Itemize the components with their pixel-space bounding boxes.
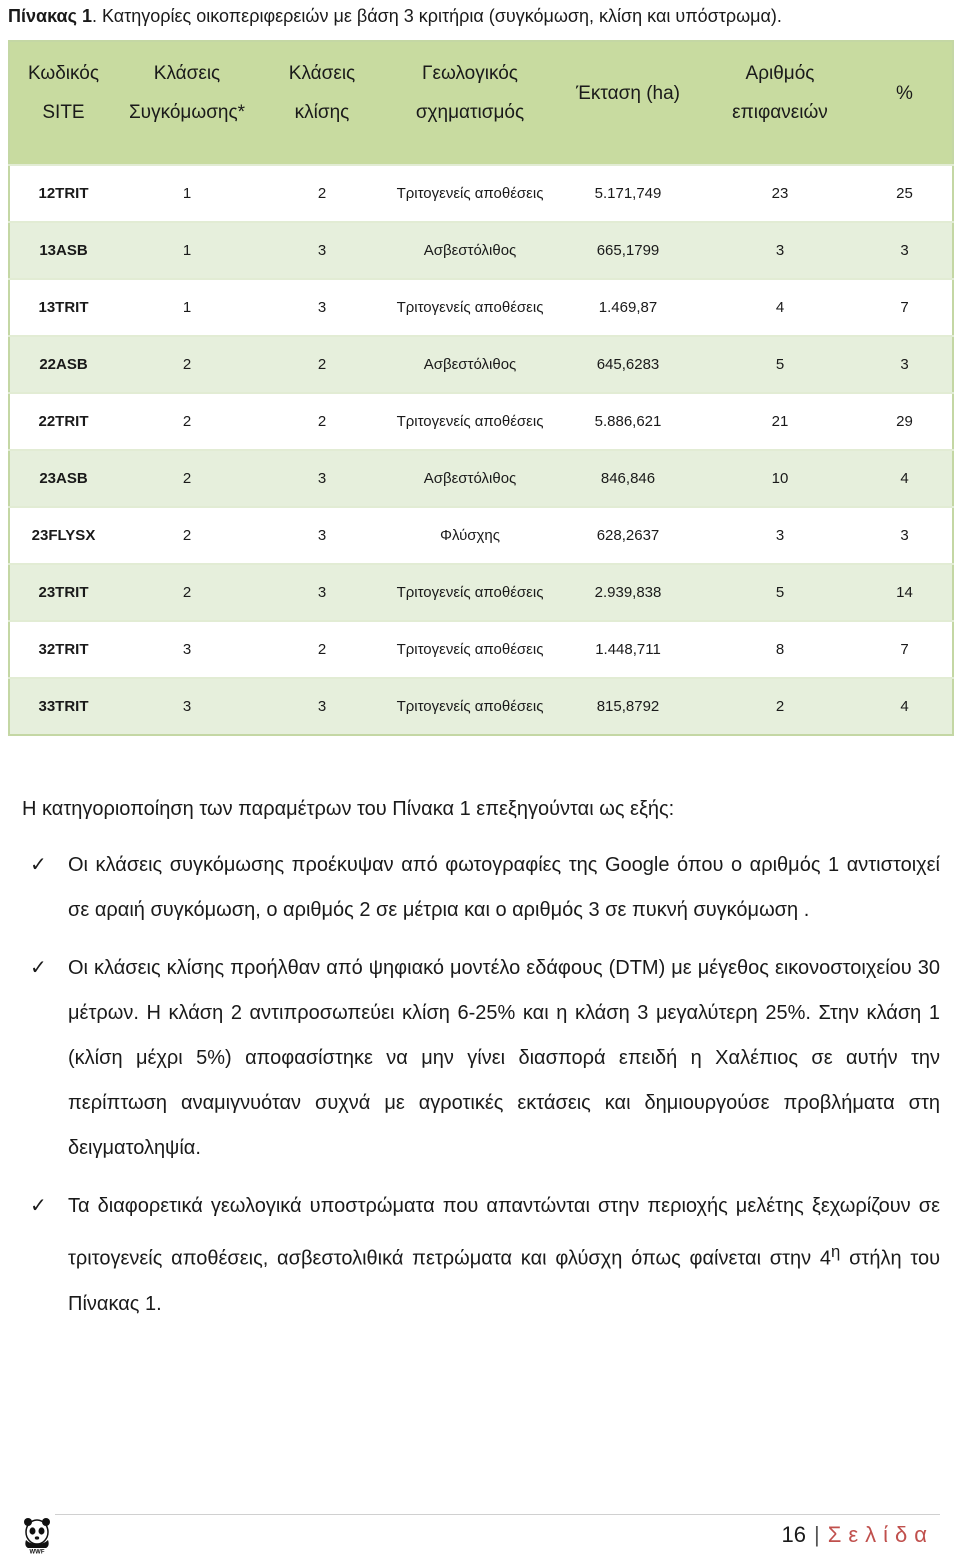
cell-slope-class: 3: [257, 564, 387, 621]
bullet-canopy: [30, 843, 940, 933]
cell-area: 645,6283: [553, 336, 703, 393]
cell-surface-count: 21: [703, 393, 857, 450]
page-label: Σελίδα: [827, 1522, 934, 1547]
cell-canopy-class: 3: [117, 678, 257, 735]
table-row: [9, 165, 953, 222]
cell-geology: Τριτογενείς αποθέσεις: [387, 165, 553, 222]
cell-surface-count: 5: [703, 564, 857, 621]
cell-geology: Τριτογενείς αποθέσεις: [387, 279, 553, 336]
cell-area: 628,2637: [553, 507, 703, 564]
table-row: [9, 222, 953, 279]
cell-percent: 25: [857, 165, 953, 222]
cell-area: 1.469,87: [553, 279, 703, 336]
footer-divider: [55, 1514, 940, 1515]
cell-surface-count: 3: [703, 507, 857, 564]
bullet-geology: [30, 1184, 940, 1327]
cell-slope-class: 3: [257, 507, 387, 564]
cell-slope-class: 2: [257, 621, 387, 678]
checkmark-icon: ✓: [30, 854, 47, 876]
cell-slope-class: 3: [257, 279, 387, 336]
cell-slope-class: 2: [257, 165, 387, 222]
cell-area: 2.939,838: [553, 564, 703, 621]
cell-canopy-class: 2: [117, 393, 257, 450]
cell-slope-class: 2: [257, 336, 387, 393]
table-header-row: [9, 41, 953, 144]
sites-table: [8, 40, 954, 736]
header-slope-class: Κλάσεις κλίσης: [257, 41, 387, 144]
table-row: [9, 621, 953, 678]
cell-canopy-class: 3: [117, 621, 257, 678]
cell-slope-class: 2: [257, 393, 387, 450]
cell-geology: Ασβεστόλιθος: [387, 222, 553, 279]
cell-area: 5.886,621: [553, 393, 703, 450]
page-separator: |: [814, 1522, 820, 1547]
cell-geology: Τριτογενείς αποθέσεις: [387, 678, 553, 735]
cell-geology: Ασβεστόλιθος: [387, 450, 553, 507]
header-geology: Γεωλογικός σχηματισμός: [387, 41, 553, 144]
cell-canopy-class: 2: [117, 336, 257, 393]
bullet-text: Τα διαφορετικά γεωλογικά υποστρώματα που απαντώνται στην περιοχής μελέτης ξεχωρίζουν σε τριτογενείς αποθέσεις, ασβεστολιθικά πετρώματα και φλύσχη όπως φαίνεται στην 4: [68, 1195, 940, 1270]
cell-slope-class: 3: [257, 222, 387, 279]
intro-paragraph: Η κατηγοριοποίηση των παραμέτρων του Πίνακα 1 επεξηγούνται ως εξής:: [22, 798, 675, 820]
header-surface-count: Αριθμός επιφανειών: [703, 41, 857, 144]
cell-site-code: 22TRIT: [9, 393, 117, 450]
cell-site-code: 13TRIT: [9, 279, 117, 336]
header-canopy-class: Κλάσεις Συγκόμωσης*: [117, 41, 257, 144]
page-number-value: 16: [781, 1522, 807, 1547]
header-spacer: [9, 144, 953, 165]
cell-slope-class: 3: [257, 678, 387, 735]
table-row: [9, 450, 953, 507]
caption-label: Πίνακας 1: [8, 6, 92, 26]
cell-percent: 7: [857, 621, 953, 678]
cell-area: 5.171,749: [553, 165, 703, 222]
cell-site-code: 32TRIT: [9, 621, 117, 678]
cell-canopy-class: 2: [117, 564, 257, 621]
bullet-superscript: η: [831, 1242, 841, 1261]
cell-area: 815,8792: [553, 678, 703, 735]
table-row: [9, 393, 953, 450]
caption-text: . Κατηγορίες οικοπεριφερειών με βάση 3 κριτήρια (συγκόμωση, κλίση και υπόστρωμα).: [91, 6, 782, 26]
cell-percent: 4: [857, 450, 953, 507]
cell-canopy-class: 1: [117, 165, 257, 222]
header-percent: %: [857, 41, 953, 144]
cell-surface-count: 4: [703, 279, 857, 336]
cell-percent: 7: [857, 279, 953, 336]
cell-area: 1.448,711: [553, 621, 703, 678]
cell-area: 846,846: [553, 450, 703, 507]
cell-surface-count: 3: [703, 222, 857, 279]
cell-site-code: 23FLYSX: [9, 507, 117, 564]
cell-site-code: 12TRIT: [9, 165, 117, 222]
table-caption: [8, 4, 782, 28]
cell-site-code: 23TRIT: [9, 564, 117, 621]
cell-area: 665,1799: [553, 222, 703, 279]
cell-geology: Ασβεστόλιθος: [387, 336, 553, 393]
table-row: [9, 678, 953, 735]
header-area: Έκταση (ha): [553, 41, 703, 144]
cell-percent: 3: [857, 222, 953, 279]
cell-canopy-class: 2: [117, 450, 257, 507]
cell-site-code: 22ASB: [9, 336, 117, 393]
checkmark-icon: ✓: [30, 1195, 47, 1217]
panda-logo-icon: [22, 1514, 52, 1554]
checkmark-icon: ✓: [30, 957, 47, 979]
cell-canopy-class: 1: [117, 222, 257, 279]
cell-site-code: 13ASB: [9, 222, 117, 279]
cell-percent: 3: [857, 507, 953, 564]
page-number: [782, 1520, 934, 1550]
explanation-list: [30, 843, 940, 1340]
bullet-text: Οι κλάσεις συγκόμωσης προέκυψαν από φωτογραφίες της Google όπου ο αριθμός 1 αντιστοιχεί σε αραιή συγκόμωση, ο αριθμός 2 σε μέτρια και ο αριθμός 3 σε πυκνή συγκόμωση .: [68, 854, 940, 921]
table-row: [9, 279, 953, 336]
cell-surface-count: 10: [703, 450, 857, 507]
cell-canopy-class: 1: [117, 279, 257, 336]
table-row: [9, 507, 953, 564]
cell-geology: Τριτογενείς αποθέσεις: [387, 564, 553, 621]
cell-slope-class: 3: [257, 450, 387, 507]
cell-surface-count: 2: [703, 678, 857, 735]
cell-percent: 4: [857, 678, 953, 735]
cell-site-code: 33TRIT: [9, 678, 117, 735]
header-site-code: Κωδικός SITE: [9, 41, 117, 144]
cell-percent: 3: [857, 336, 953, 393]
cell-percent: 14: [857, 564, 953, 621]
logo-text: WWF: [29, 1549, 45, 1554]
table-row: [9, 336, 953, 393]
bullet-text: Οι κλάσεις κλίσης προήλθαν από ψηφιακό μοντέλο εδάφους (DTM) με μέγεθος εικονοστοιχείου 30 μέτρων. Η κλάση 2 αντιπροσωπεύει κλίση 6-25% και η κλάση 3 μεγαλύτερη 25%. Στην κλάση 1 (κλίση μέχρι 5%) αποφασίστηκε να μην γίνει διασπορά επειδή η Χαλέπιος σε αυτήν την περίπτωση αναμιγνυόταν συχνά με αγροτικές εκτάσεις και δημιουργούσε προβλήματα στη δειγματοληψία.: [68, 957, 940, 1159]
cell-percent: 29: [857, 393, 953, 450]
cell-geology: Φλύσχης: [387, 507, 553, 564]
cell-geology: Τριτογενείς αποθέσεις: [387, 393, 553, 450]
cell-surface-count: 8: [703, 621, 857, 678]
cell-site-code: 23ASB: [9, 450, 117, 507]
bullet-text-end: στήλη του Πίνακας 1.: [68, 1247, 941, 1315]
bullet-slope: [30, 946, 940, 1171]
table-row: [9, 564, 953, 621]
cell-geology: Τριτογενείς αποθέσεις: [387, 621, 553, 678]
cell-surface-count: 5: [703, 336, 857, 393]
cell-surface-count: 23: [703, 165, 857, 222]
cell-canopy-class: 2: [117, 507, 257, 564]
